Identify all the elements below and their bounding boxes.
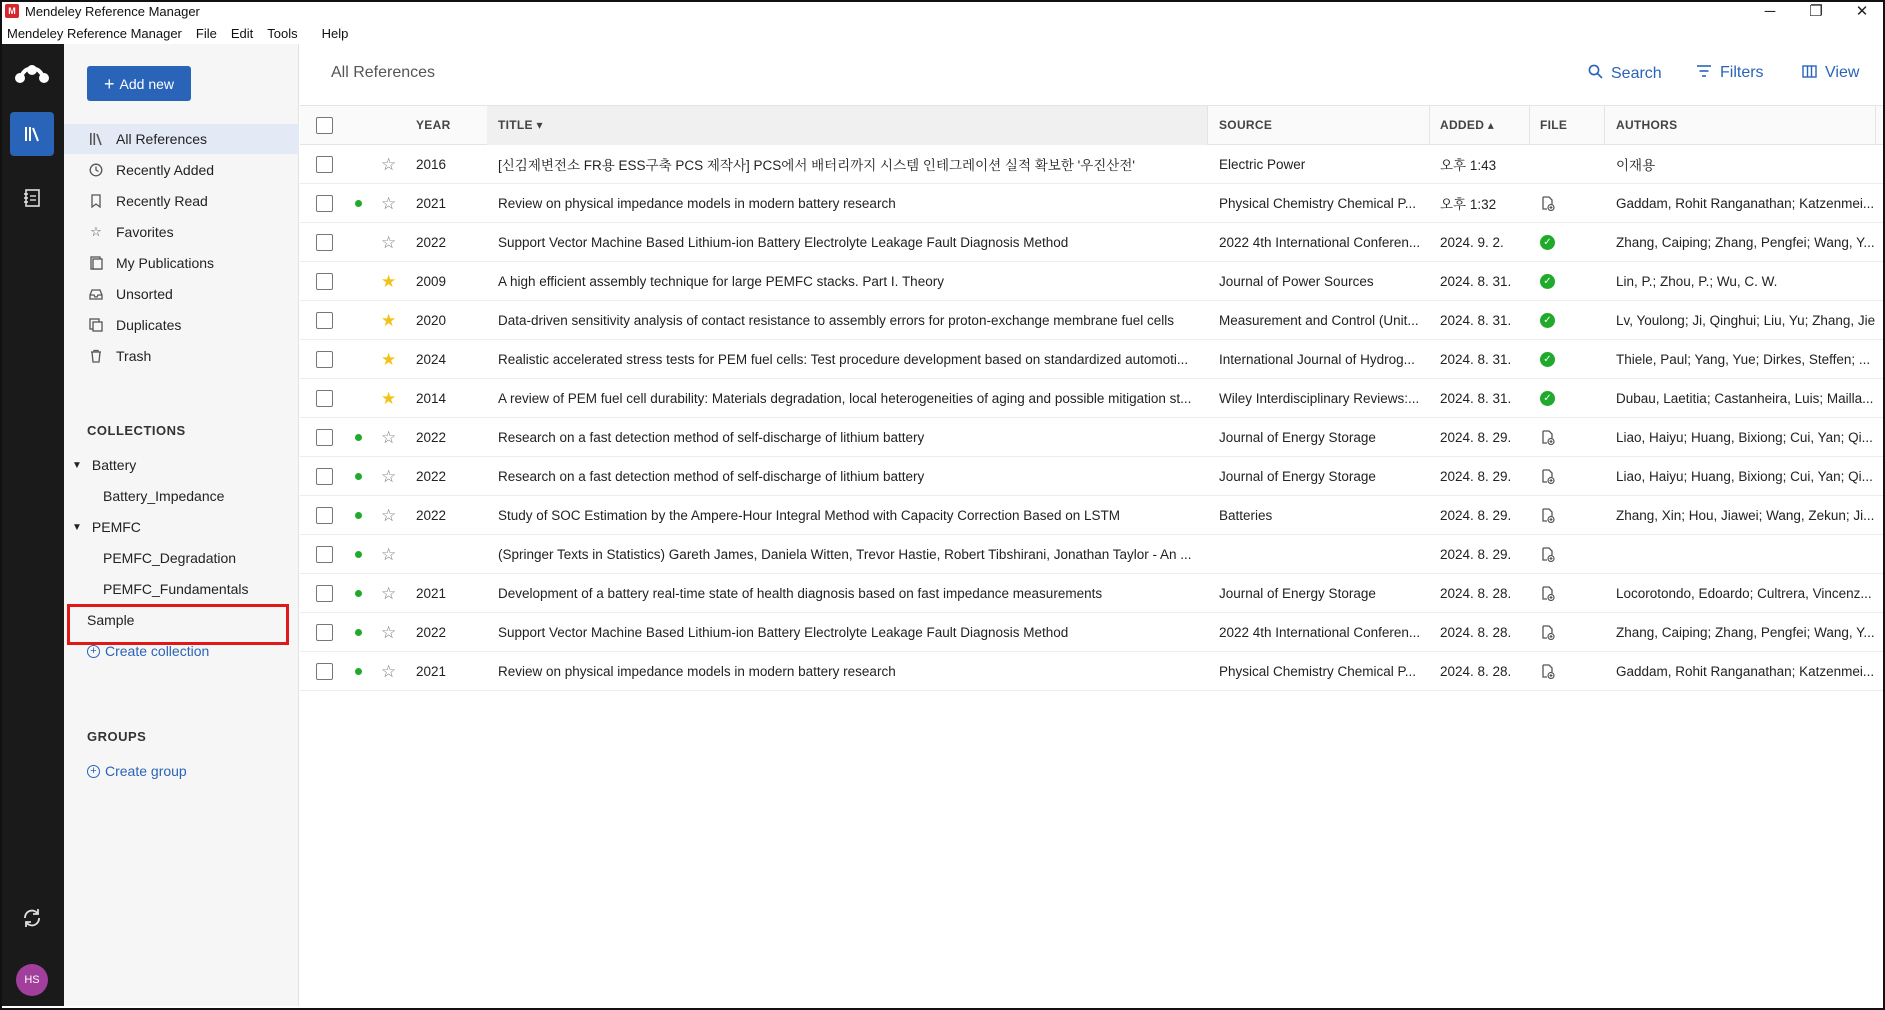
references-table [300, 105, 1885, 691]
table-row[interactable] [300, 652, 1885, 691]
row-title: A review of PEM fuel cell durability: Materials degradation, local heterogeneities of aging and possible mitigation st... [498, 390, 1192, 406]
nav-duplicates[interactable] [64, 310, 299, 340]
menu-edit[interactable]: Edit [230, 25, 254, 41]
row-added: 2024. 8. 28. [1440, 663, 1512, 679]
collection-pemfc[interactable] [72, 519, 141, 535]
unread-dot-icon [355, 590, 362, 597]
unread-dot-icon [355, 629, 362, 636]
table-row[interactable] [300, 340, 1885, 379]
select-all-checkbox[interactable] [316, 117, 333, 134]
row-checkbox[interactable] [316, 234, 333, 251]
nav-label: My Publications [116, 255, 215, 271]
nav-label: Recently Read [116, 193, 208, 209]
search-icon [1588, 64, 1603, 83]
row-checkbox[interactable] [316, 546, 333, 563]
favorite-star-icon[interactable]: ☆ [381, 622, 397, 642]
collections-heading: COLLECTIONS [87, 423, 186, 438]
file-add-cell[interactable] [1540, 663, 1580, 679]
caret-down-icon[interactable]: ▼ [72, 521, 82, 533]
highlight-annotation [67, 604, 289, 645]
nav-favorites[interactable] [64, 217, 299, 247]
menu-app[interactable]: Mendeley Reference Manager [7, 25, 182, 41]
row-source: 2022 4th International Conferen... [1219, 624, 1421, 640]
table-row[interactable] [300, 184, 1885, 223]
file-add-cell[interactable] [1540, 624, 1580, 640]
row-source: Journal of Power Sources [1219, 273, 1374, 289]
add-new-button[interactable] [87, 66, 191, 101]
inbox-icon [88, 286, 104, 302]
column-divider[interactable] [1429, 106, 1430, 145]
sidebar [64, 44, 299, 1006]
create-collection-link[interactable] [87, 643, 209, 659]
file-add-icon [1540, 546, 1555, 562]
row-title: Support Vector Machine Based Lithium-ion Battery Electrolyte Leakage Fault Diagnosis Method [498, 234, 1069, 250]
row-authors: Thiele, Paul; Yang, Yue; Dirkes, Steffen; ... [1616, 351, 1871, 367]
check-circle-icon: ✓ [1540, 274, 1555, 289]
row-year: 2022 [416, 234, 447, 250]
row-year: 2022 [416, 429, 447, 445]
mendeley-logo-icon [14, 62, 50, 86]
favorite-star-icon[interactable]: ★ [381, 271, 397, 291]
row-source: Batteries [1219, 507, 1273, 523]
row-source: Wiley Interdisciplinary Reviews:... [1219, 390, 1420, 406]
view-button[interactable] [1802, 64, 1859, 82]
row-checkbox[interactable] [316, 390, 333, 407]
file-add-cell[interactable] [1540, 468, 1580, 484]
row-checkbox[interactable] [316, 663, 333, 680]
column-source[interactable]: SOURCE [1219, 118, 1273, 132]
collection-label: PEMFC_Degradation [103, 550, 237, 566]
row-added: 2024. 8. 28. [1440, 624, 1512, 640]
nav-unsorted[interactable] [64, 279, 299, 309]
row-source: Physical Chemistry Chemical P... [1219, 195, 1417, 211]
collection-pemfc-fundamentals[interactable] [103, 581, 249, 597]
file-add-cell[interactable] [1540, 195, 1580, 211]
column-file[interactable]: FILE [1540, 118, 1568, 132]
restore-button[interactable]: ❐ [1809, 3, 1823, 20]
unread-dot-icon [355, 512, 362, 519]
row-title: (Springer Texts in Statistics) Gareth James, Daniela Witten, Trevor Hastie, Robert Tibshirani, Jonathan Taylor - An ... [498, 546, 1192, 562]
favorite-star-icon[interactable]: ☆ [381, 427, 397, 447]
row-added: 2024. 8. 31. [1440, 312, 1512, 328]
library-nav-icon[interactable] [10, 112, 54, 156]
file-add-icon [1540, 507, 1555, 523]
row-title: Study of SOC Estimation by the Ampere-Hour Integral Method with Capacity Correction Based on LSTM [498, 507, 1121, 523]
row-added: 2024. 8. 29. [1440, 546, 1512, 562]
row-added: 2024. 8. 31. [1440, 390, 1512, 406]
check-circle-icon: ✓ [1540, 352, 1555, 367]
row-year: 2022 [416, 468, 447, 484]
table-row[interactable] [300, 535, 1885, 574]
window-controls [1747, 0, 1885, 22]
add-circle-icon: + [87, 765, 100, 778]
favorite-star-icon[interactable]: ☆ [381, 583, 397, 603]
collection-battery[interactable] [72, 457, 136, 473]
file-attached-cell[interactable] [1540, 391, 1580, 406]
row-source: Physical Chemistry Chemical P... [1219, 663, 1417, 679]
table-row[interactable] [300, 418, 1885, 457]
unread-dot-icon [355, 200, 362, 207]
collection-battery-impedance[interactable] [103, 488, 224, 504]
nav-all-references[interactable] [64, 124, 299, 154]
row-title: Review on physical impedance models in modern battery research [498, 663, 896, 679]
row-source: Journal of Energy Storage [1219, 429, 1376, 445]
favorite-star-icon[interactable]: ☆ [381, 193, 397, 213]
unread-dot-icon [355, 434, 362, 441]
row-authors: Zhang, Caiping; Zhang, Pengfei; Wang, Y... [1616, 234, 1875, 250]
row-checkbox[interactable] [316, 312, 333, 329]
table-row[interactable] [300, 613, 1885, 652]
search-label: Search [1611, 64, 1662, 82]
file-attached-cell[interactable] [1540, 352, 1580, 367]
column-authors[interactable]: AUTHORS [1616, 118, 1678, 132]
nav-recently-added[interactable] [64, 155, 299, 185]
nav-label: Favorites [116, 224, 174, 240]
table-row[interactable] [300, 457, 1885, 496]
column-divider[interactable] [1875, 106, 1876, 145]
sync-icon[interactable] [18, 904, 46, 932]
row-source: Measurement and Control (Unit... [1219, 312, 1419, 328]
file-add-icon [1540, 663, 1555, 679]
column-year[interactable]: YEAR [416, 118, 451, 132]
user-avatar[interactable]: HS [16, 964, 48, 996]
row-checkbox[interactable] [316, 429, 333, 446]
file-add-icon [1540, 624, 1555, 640]
row-authors: Zhang, Caiping; Zhang, Pengfei; Wang, Y... [1616, 624, 1875, 640]
filter-icon [1696, 64, 1712, 82]
row-source: Electric Power [1219, 156, 1306, 172]
row-authors: 이재용 [1616, 158, 1656, 173]
nav-recently-read[interactable] [64, 186, 299, 216]
unread-dot-icon [355, 551, 362, 558]
row-added: 2024. 8. 28. [1440, 585, 1512, 601]
row-authors: Locorotondo, Edoardo; Cultrera, Vincenz... [1616, 585, 1872, 601]
row-added: 2024. 9. 2. [1440, 234, 1504, 250]
unread-dot-icon [355, 473, 362, 480]
library-icon [88, 131, 104, 147]
trash-icon [88, 348, 104, 364]
duplicates-icon [88, 317, 104, 333]
add-new-label: Add new [119, 75, 174, 92]
caret-down-icon[interactable]: ▼ [72, 459, 82, 471]
row-added: 2024. 8. 29. [1440, 429, 1512, 445]
nav-label: All References [116, 131, 208, 147]
row-added: 오후 1:32 [1440, 197, 1497, 212]
favorite-star-icon[interactable]: ★ [381, 349, 397, 369]
favorite-star-icon[interactable]: ☆ [381, 466, 397, 486]
left-rail [0, 44, 64, 1006]
main-panel [300, 44, 1885, 1006]
row-title: [신김제변전소 FR용 ESS구축 PCS 제작사] PCS에서 배터리까지 시스템 인테그레이션 실적 확보한 '우진산전' [498, 158, 1135, 173]
row-year: 2016 [416, 156, 447, 172]
row-year: 2021 [416, 585, 447, 601]
bookmark-icon [88, 193, 104, 209]
file-add-cell[interactable] [1540, 546, 1580, 562]
row-checkbox[interactable] [316, 195, 333, 212]
publications-icon [88, 255, 104, 271]
menu-help[interactable]: Help [321, 25, 349, 41]
file-attached-cell[interactable] [1540, 235, 1580, 250]
row-year: 2014 [416, 390, 447, 406]
nav-trash[interactable] [64, 341, 299, 371]
table-row[interactable] [300, 496, 1885, 535]
view-label: View [1825, 64, 1860, 81]
row-title: Support Vector Machine Based Lithium-ion Battery Electrolyte Leakage Fault Diagnosis Method [498, 624, 1069, 640]
check-circle-icon: ✓ [1540, 391, 1555, 406]
table-header [300, 105, 1885, 145]
filters-label: Filters [1720, 64, 1764, 81]
row-checkbox[interactable] [316, 585, 333, 602]
row-added: 2024. 8. 29. [1440, 468, 1512, 484]
column-divider[interactable] [1604, 106, 1605, 145]
row-authors: Lin, P.; Zhou, P.; Wu, C. W. [1616, 273, 1778, 289]
columns-icon [1802, 65, 1817, 82]
row-authors: Gaddam, Rohit Ranganathan; Katzenmei... [1616, 663, 1875, 679]
check-circle-icon: ✓ [1540, 313, 1555, 328]
favorite-star-icon[interactable]: ★ [381, 310, 397, 330]
file-attached-cell[interactable] [1540, 313, 1580, 328]
table-body [300, 145, 1885, 691]
favorite-star-icon[interactable]: ★ [381, 388, 397, 408]
row-title: Research on a fast detection method of self-discharge of lithium battery [498, 468, 925, 484]
row-added: 2024. 8. 31. [1440, 273, 1512, 289]
favorite-star-icon[interactable]: ☆ [381, 505, 397, 525]
row-checkbox[interactable] [316, 624, 333, 641]
page-title: All References [331, 64, 436, 81]
collection-label: Sample [87, 612, 135, 628]
table-row[interactable] [300, 574, 1885, 613]
column-divider[interactable] [1529, 106, 1530, 145]
row-source: International Journal of Hydrog... [1219, 351, 1415, 367]
row-source: 2022 4th International Conferen... [1219, 234, 1421, 250]
table-row[interactable] [300, 301, 1885, 340]
create-group-label: Create group [105, 763, 187, 779]
nav-label: Unsorted [116, 286, 173, 302]
filters-button[interactable] [1696, 64, 1764, 82]
unread-dot-icon [355, 668, 362, 675]
title-bar [0, 0, 1885, 22]
menu-file[interactable]: File [195, 25, 217, 41]
row-title: Development of a battery real-time state of health diagnosis based on fast impedance measurements [498, 585, 1103, 601]
search-button[interactable] [1588, 64, 1662, 83]
row-title: Review on physical impedance models in modern battery research [498, 195, 896, 211]
column-title[interactable]: TITLE ▾ [498, 118, 543, 132]
collection-label: Battery [91, 457, 137, 473]
file-add-icon [1540, 195, 1555, 211]
file-add-cell[interactable] [1540, 585, 1580, 601]
nav-label: Duplicates [116, 317, 182, 333]
row-year: 2021 [416, 195, 447, 211]
file-add-icon [1540, 429, 1555, 445]
file-add-icon [1540, 468, 1555, 484]
row-authors: Dubau, Laetitia; Castanheira, Luis; Mailla... [1616, 390, 1874, 406]
mendeley-app-icon: M [5, 4, 19, 18]
row-title: Data-driven sensitivity analysis of contact resistance to assembly errors for proton-exchange membrane fuel cells [498, 312, 1175, 328]
file-add-cell[interactable] [1540, 507, 1580, 523]
row-checkbox[interactable] [316, 468, 333, 485]
row-authors: Liao, Haiyu; Huang, Bixiong; Cui, Yan; Qi... [1616, 429, 1873, 445]
row-authors: Zhang, Xin; Hou, Jiawei; Wang, Zekun; Ji... [1616, 507, 1875, 523]
menu-bar [0, 22, 355, 44]
nav-label: Recently Added [116, 162, 215, 178]
row-year: 2024 [416, 351, 447, 367]
row-year: 2022 [416, 507, 447, 523]
collection-pemfc-degradation[interactable] [103, 550, 236, 566]
row-title: Realistic accelerated stress tests for PEM fuel cells: Test procedure development based on standardized automoti... [498, 351, 1189, 367]
collection-label: PEMFC [91, 519, 141, 535]
row-authors: Liao, Haiyu; Huang, Bixiong; Cui, Yan; Qi... [1616, 468, 1873, 484]
file-add-icon [1540, 585, 1555, 601]
favorite-star-icon[interactable]: ☆ [381, 154, 397, 174]
row-title: Research on a fast detection method of self-discharge of lithium battery [498, 429, 925, 445]
row-added: 2024. 8. 29. [1440, 507, 1512, 523]
minimize-button[interactable]: ─ [1764, 2, 1776, 20]
row-source: Journal of Energy Storage [1219, 468, 1376, 484]
plus-icon: + [104, 73, 115, 94]
create-collection-label: Create collection [105, 643, 210, 659]
column-divider[interactable] [1207, 106, 1208, 145]
favorite-star-icon[interactable]: ☆ [381, 544, 397, 564]
nav-my-publications[interactable] [64, 248, 299, 278]
table-row[interactable] [300, 379, 1885, 418]
close-button[interactable]: ✕ [1855, 3, 1869, 20]
table-row[interactable] [300, 145, 1885, 184]
clock-icon [88, 162, 104, 178]
row-authors: Lv, Youlong; Ji, Qinghui; Liu, Yu; Zhang, Jie [1616, 312, 1876, 328]
row-year: 2021 [416, 663, 447, 679]
column-added[interactable]: ADDED ▴ [1440, 118, 1495, 132]
star-icon: ☆ [90, 224, 102, 239]
file-add-cell[interactable] [1540, 429, 1580, 445]
row-authors: Gaddam, Rohit Ranganathan; Katzenmei... [1616, 195, 1875, 211]
row-checkbox[interactable] [316, 351, 333, 368]
row-year: 2022 [416, 624, 447, 640]
add-circle-icon: + [87, 645, 100, 658]
row-year: 2020 [416, 312, 447, 328]
row-title: A high efficient assembly technique for large PEMFC stacks. Part I. Theory [498, 273, 944, 289]
table-row[interactable] [300, 223, 1885, 262]
collection-label: PEMFC_Fundamentals [103, 581, 249, 597]
row-added: 오후 1:43 [1440, 158, 1497, 173]
create-group-link[interactable] [87, 763, 187, 779]
row-checkbox[interactable] [316, 507, 333, 524]
row-checkbox[interactable] [316, 156, 333, 173]
row-year: 2009 [416, 273, 447, 289]
window-title: Mendeley Reference Manager [25, 3, 200, 19]
favorite-star-icon[interactable]: ☆ [381, 661, 397, 681]
collection-label: Battery_Impedance [103, 488, 225, 504]
file-attached-cell[interactable] [1540, 274, 1580, 289]
notebook-nav-icon[interactable] [18, 184, 46, 212]
check-circle-icon: ✓ [1540, 235, 1555, 250]
menu-tools[interactable]: Tools [267, 25, 298, 41]
table-row[interactable] [300, 262, 1885, 301]
row-checkbox[interactable] [316, 273, 333, 290]
row-source: Journal of Energy Storage [1219, 585, 1376, 601]
groups-heading: GROUPS [87, 729, 147, 744]
favorite-star-icon[interactable]: ☆ [381, 232, 397, 252]
nav-label: Trash [116, 348, 152, 364]
row-added: 2024. 8. 31. [1440, 351, 1512, 367]
